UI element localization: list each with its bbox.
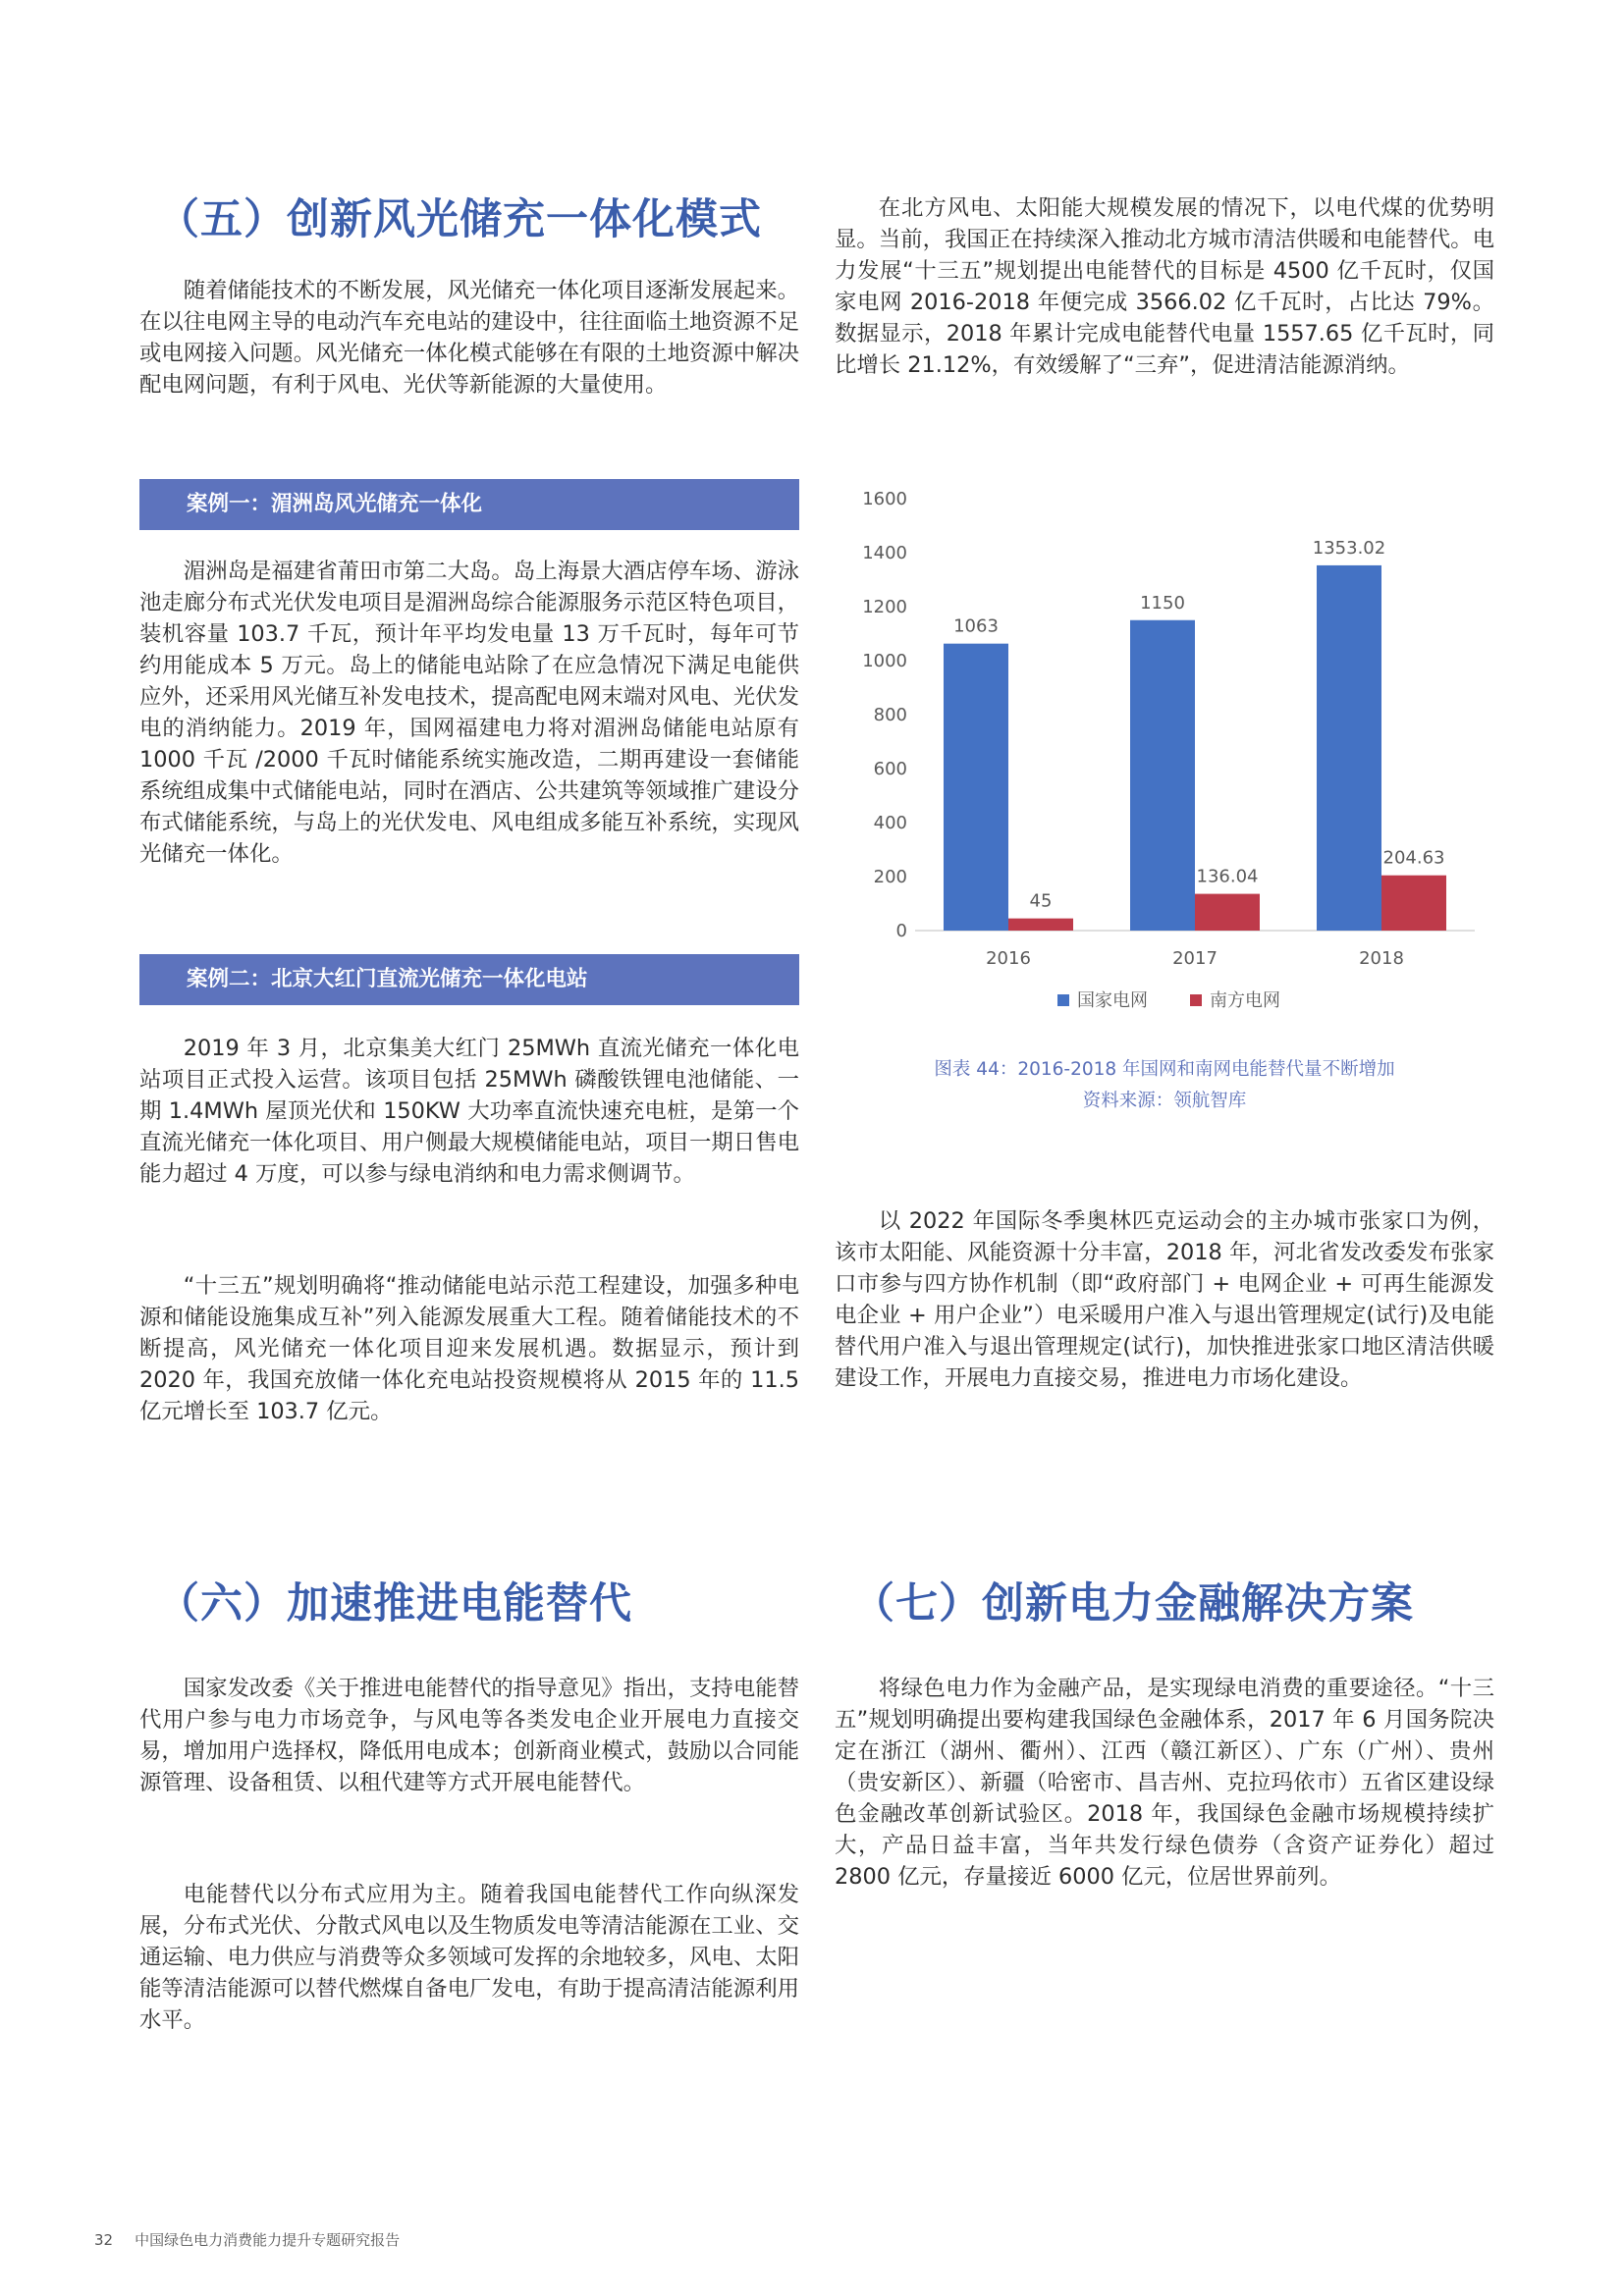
- legend-label-1: 国家电网: [1077, 990, 1148, 1011]
- page-number: 32: [94, 2231, 114, 2249]
- y-tick-label: 1400: [862, 543, 907, 563]
- legend-swatch-1: [1057, 994, 1069, 1006]
- section-5-paragraph: 随着储能技术的不断发展，风光储充一体化项目逐渐发展起来。在以往电网主导的电动汽车充电站的建设中，往往面临土地资源不足或电网接入问题。风光储充一体化模式能够在有限的土地资源中解决配电网问题，有利于风电、光伏等新能源的大量使用。: [139, 278, 799, 398]
- bar-value-label: 136.04: [1196, 866, 1259, 887]
- y-tick-label: 0: [895, 921, 907, 941]
- report-title: 中国绿色电力消费能力提升专题研究报告: [135, 2231, 401, 2249]
- bar-value-label: 1150: [1140, 592, 1185, 614]
- y-tick-label: 200: [873, 867, 907, 887]
- case-2-paragraph: 2019 年 3 月，北京集美大红门 25MWh 直流光储充一体化电站项目正式投入运营。该项目包括 25MWh 磷酸铁锂电池储能、一期 1.4MWh 屋顶光伏和 150KW 大功率直流快速充电桩，是第一个直流光储充一体化项目、用户侧最大规模储能电站，项目一期日售电能力超过 4 万度，可以参与绿电消纳和电力需求侧调节。: [139, 1036, 799, 1187]
- bar-2017-series-2: [1195, 894, 1260, 931]
- bar-2017-series-1: [1130, 620, 1195, 931]
- bar-value-label: 1353.02: [1312, 537, 1386, 559]
- section-title-6: （六）加速推进电能替代: [157, 1579, 632, 1629]
- bar-chart: [846, 479, 1494, 1029]
- figure-caption: 图表 44：2016-2018 年国网和南网电能替代量不断增加: [934, 1059, 1395, 1080]
- y-tick-label: 1600: [862, 489, 907, 509]
- bars: [944, 565, 1446, 931]
- y-tick-label: 400: [873, 813, 907, 833]
- x-tick-label: 2018: [1359, 948, 1404, 969]
- plan-paragraph: “十三五”规划明确将“推动储能电站示范工程建设，加强多种电源和储能设施集成互补”列入能源发展重大工程。随着储能技术的不断提高，风光储充一体化项目迎来发展机遇。数据显示，预计到 2020 年，我国充放储一体化充电站投资规模将从 2015 年的 11.5 亿元增长至 103.7 亿元。: [139, 1273, 799, 1424]
- section-title-5: （五）创新风光储充一体化模式: [157, 195, 762, 244]
- y-tick-label: 1000: [862, 651, 907, 671]
- case-1-paragraph: 湄洲岛是福建省莆田市第二大岛。岛上海景大酒店停车场、游泳池走廊分布式光伏发电项目是湄洲岛综合能源服务示范区特色项目，装机容量 103.7 千瓦，预计年平均发电量 13 万千瓦时，每年可节约用能成本 5 万元。岛上的储能电站除了在应急情况下满足电能供应外，还采用风光储互补发电技术，提高配电网末端对风电、光伏发电的消纳能力。2019 年，国网福建电力将对湄洲岛储能电站原有 1000 千瓦 /2000 千瓦时储能系统实施改造，二期再建设一套储能系统组成集中式储能电站，同时在酒店、公共建筑等领域推广建设分布式储能系统，与岛上的光伏发电、风电组成多能互补系统，实现风光储充一体化。: [139, 559, 799, 867]
- section-7-paragraph: 将绿色电力作为金融产品，是实现绿电消费的重要途径。“十三五”规划明确提出要构建我国绿色金融体系，2017 年 6 月国务院决定在浙江（湖州、衢州）、江西（赣江新区）、广东（广州）、贵州（贵安新区）、新疆（哈密市、昌吉州、克拉玛依市）五省区建设绿色金融改革创新试验区。2018 年，我国绿色金融市场规模持续扩大，产品日益丰富，当年共发行绿色债券（含资产证券化）超过 2800 亿元，存量接近 6000 亿元，位居世界前列。: [835, 1676, 1494, 1890]
- x-axis-tick-labels: [986, 948, 1404, 969]
- case-2-title-bar: 案例二：北京大红门直流光储充一体化电站: [139, 954, 799, 1005]
- section-6-paragraph-2: 电能替代以分布式应用为主。随着我国电能替代工作向纵深发展，分布式光伏、分散式风电以及生物质发电等清洁能源在工业、交通运输、电力供应与消费等众多领域可发挥的余地较多，风电、太阳能等清洁能源可以替代燃煤自备电厂发电，有助于提高清洁能源利用水平。: [139, 1882, 799, 2033]
- section-6-paragraph-1: 国家发改委《关于推进电能替代的指导意见》指出，支持电能替代用户参与电力市场竞争，与风电等各类发电企业开展电力直接交易，增加用户选择权，降低用电成本；创新商业模式，鼓励以合同能源管理、设备租赁、以租代建等方式开展电能替代。: [139, 1676, 799, 1795]
- section-title-7: （七）创新电力金融解决方案: [852, 1579, 1414, 1629]
- y-tick-label: 600: [873, 759, 907, 779]
- legend-label-2: 南方电网: [1210, 990, 1280, 1011]
- bar-2016-series-1: [944, 644, 1008, 931]
- bar-value-label: 204.63: [1382, 847, 1445, 869]
- bar-value-label: 45: [1029, 890, 1053, 912]
- bar-2016-series-2: [1008, 919, 1073, 931]
- chart-legend: [1057, 989, 1280, 1011]
- figure-source: 资料来源：领航智库: [1082, 1091, 1247, 1111]
- bar-2018-series-1: [1317, 565, 1381, 931]
- x-tick-label: 2017: [1172, 948, 1218, 969]
- zhangjiakou-paragraph: 以 2022 年国际冬季奥林匹克运动会的主办城市张家口为例，该市太阳能、风能资源十分丰富，2018 年，河北省发改委发布张家口市参与四方协作机制（即“政府部门 + 电网企业 + 可再生能源发电企业 + 用户企业”）电采暖用户准入与退出管理规定(试行)及电能替代用户准入与退出管理规定(试行)，加快推进张家口地区清洁供暖建设工作，开展电力直接交易，推进电力市场化建设。: [835, 1208, 1494, 1391]
- x-tick-label: 2016: [986, 948, 1031, 969]
- y-axis-tick-labels: [862, 489, 907, 941]
- bar-2018-series-2: [1381, 876, 1446, 931]
- page-footer: [94, 2229, 421, 2250]
- y-tick-label: 800: [873, 705, 907, 725]
- bar-value-label: 1063: [953, 615, 999, 637]
- case-1-title-bar: 案例一：湄洲岛风光储充一体化: [139, 479, 799, 530]
- north-paragraph: 在北方风电、太阳能大规模发展的情况下，以电代煤的优势明显。当前，我国正在持续深入推动北方城市清洁供暖和电能替代。电力发展“十三五”规划提出电能替代的目标是 4500 亿千瓦时，仅国家电网 2016-2018 年便完成 3566.02 亿千瓦时，占比达 79%。数据显示，2018 年累计完成电能替代电量 1557.65 亿千瓦时，同比增长 21.12%，有效缓解了“三弃”，促进清洁能源消纳。: [835, 195, 1494, 378]
- y-tick-label: 1200: [862, 597, 907, 617]
- legend-swatch-2: [1190, 994, 1202, 1006]
